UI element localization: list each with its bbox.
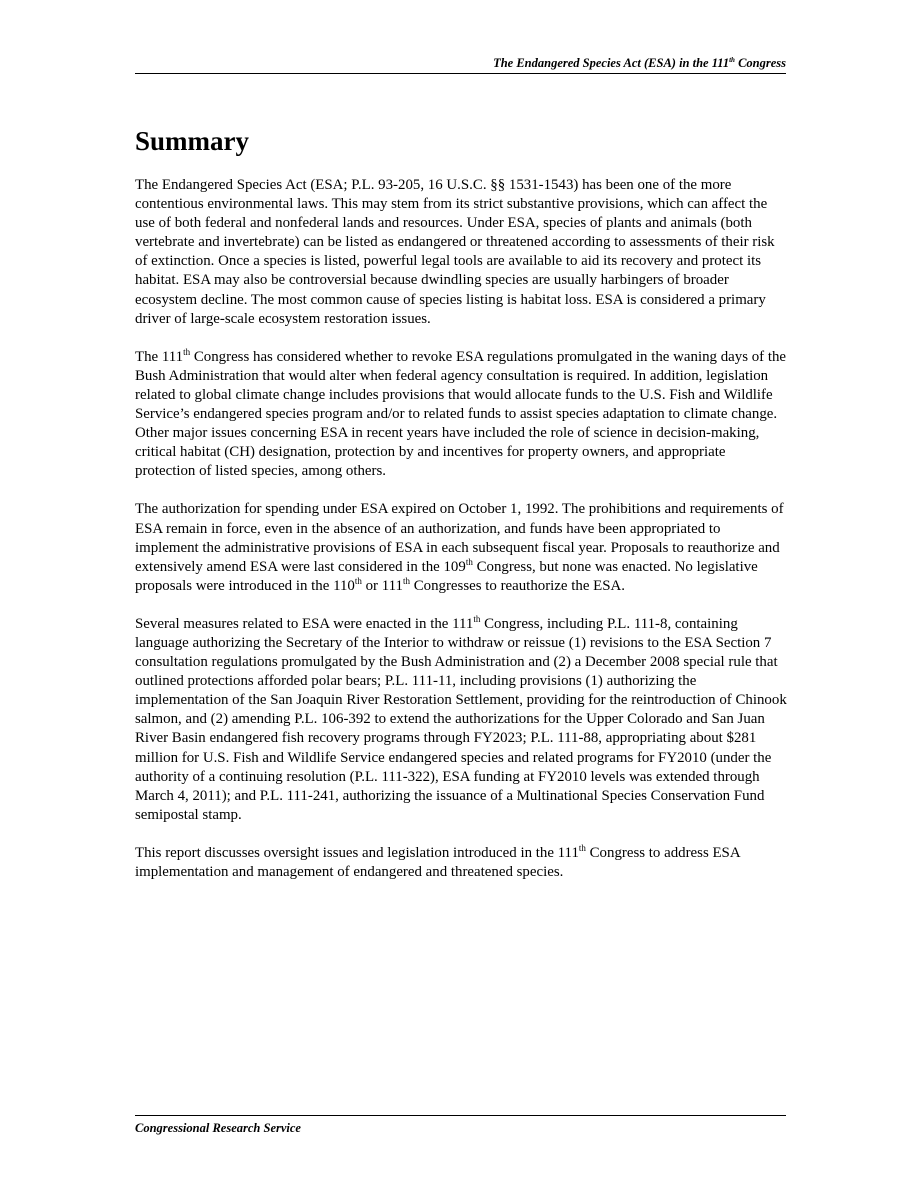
paragraph-3-sup-1: th (465, 556, 473, 567)
running-title-post: Congress (734, 56, 786, 70)
summary-body (135, 176, 787, 901)
paragraph-2-part-b: Congress has considered whether to revoke ESA regulations promulgated in the waning days of the Bush Administration that would alter when federal agency consultation is required. In addition, legislation related to global climate change includes provisions that would allocate funds to the U.S. Fish and Wildlife Service’s endangered species program and/or to related funds to assist species adaptation to climate change. Other major issues concerning ESA in recent years have included the role of science in decision-making, critical habitat (CH) designation, protection by and incentives for property owners, and appropriate protection of listed species, among others. (135, 348, 787, 480)
paragraph-3 (135, 500, 787, 595)
paragraph-5-part-b: Congress to address ESA implementation and management of endangered and threatened species. (135, 844, 740, 880)
running-title-sup: th (729, 55, 735, 64)
paragraph-4-sup-1: th (473, 613, 481, 624)
paragraph-5-part-a: This report discusses oversight issues and legislation introduced in the 111 (135, 844, 579, 861)
running-title-pre: The Endangered Species Act (ESA) in the 111 (493, 56, 730, 70)
running-header (135, 56, 786, 74)
paragraph-5 (135, 844, 787, 882)
paragraph-3-sup-2: th (354, 575, 362, 586)
paragraph-4 (135, 615, 787, 825)
page-title: Summary (135, 126, 249, 156)
paragraph-2 (135, 348, 787, 482)
paragraph-2-sup-1: th (183, 346, 191, 357)
paragraph-5-sup-1: th (578, 842, 586, 853)
paragraph-3-part-b: Congress, but none was enacted. No legislative proposals were introduced in the 110 (135, 558, 758, 594)
paragraph-4-part-b: Congress, including P.L. 111-8, containing language authorizing the Secretary of the Interior to withdraw or reissue (1) revisions to the ESA Section 7 consultation regulations promulgated by the Bush Administration and (2) a December 2008 special rule that outlined protections afforded polar bears; P.L. 111-11, including provisions (1) authorizing the implementation of the San Joaquin River Restoration Settlement, providing for the reintroduction of Chinook salmon, and (2) amending P.L. 106-392 to extend the authorizations for the Upper Colorado and San Juan River Basin endangered fish recovery programs through FY2023; P.L. 111-88, appropriating about $281 million for U.S. Fish and Wildlife Service endangered species and related programs for FY2010 (under the authority of a continuing resolution (P.L. 111-322), ESA funding at FY2010 levels was extended through March 4, 2011); and P.L. 111-241, authorizing the issuance of a Multinational Species Conservation Fund semipostal stamp. (135, 615, 787, 823)
paragraph-3-part-a: The authorization for spending under ESA expired on October 1, 1992. The prohibitions and requirements of ESA remain in force, even in the absence of an authorization, and funds have been appropriated to implement the administrative provisions of ESA in each subsequent fiscal year. Proposals to reauthorize and extensively amend ESA were last considered in the 109 (135, 501, 784, 575)
paragraph-3-sup-3: th (402, 575, 410, 586)
paragraph-2-part-a: The 111 (135, 348, 184, 365)
paragraph-3-part-d: Congresses to reauthorize the ESA. (409, 577, 626, 594)
paragraph-1: The Endangered Species Act (ESA; P.L. 93-205, 16 U.S.C. §§ 1531-1543) has been one of the more contentious environmental laws. This may stem from its strict substantive provisions, which can affect the use of both federal and nonfederal lands and resources. Under ESA, species of plants and animals (both vertebrate and invertebrate) can be listed as endangered or threatened according to assessments of their risk of extinction. Once a species is listed, powerful legal tools are available to aid its recovery and protect its habitat. ESA may also be controversial because dwindling species are usually harbingers of broader ecosystem decline. The most common cause of species listing is habitat loss. ESA is considered a primary driver of large-scale ecosystem restoration issues. (135, 177, 775, 327)
paragraph-4-part-a: Several measures related to ESA were enacted in the 111 (135, 615, 474, 632)
running-footer (135, 1115, 786, 1135)
paragraph-3-part-c: or 111 (361, 577, 403, 594)
footer-publisher: Congressional Research Service (135, 1121, 301, 1135)
